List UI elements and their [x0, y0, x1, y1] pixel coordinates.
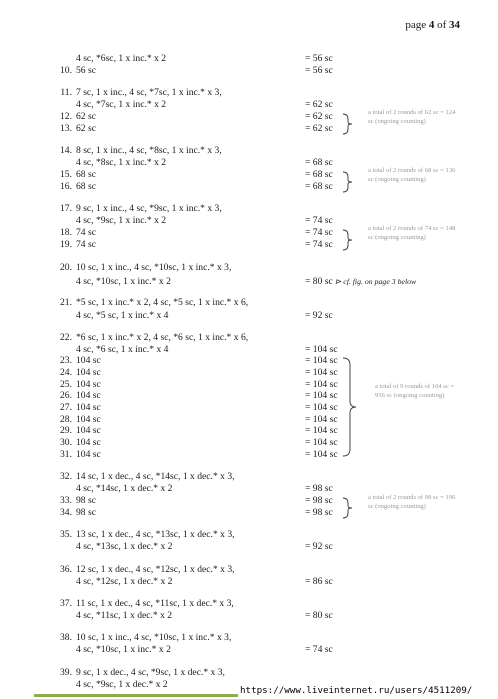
footer-rule	[34, 694, 238, 697]
round-total-note: a total of 2 rounds of 62 sc = 124 sc (ongoing counting)	[368, 109, 456, 125]
brace-74	[342, 229, 362, 251]
round-total-note: a total of 2 rounds of 74 sc = 148 sc (ongoing counting)	[368, 225, 456, 241]
page-number: page 4 of 34	[405, 19, 460, 31]
brace-104	[342, 357, 366, 457]
cross-reference: ⊳ cf. fig. on page 3 below	[332, 277, 417, 286]
brace-98	[342, 497, 362, 519]
watermark-url: https://www.liveinternet.ru/users/4511209/	[240, 685, 473, 696]
brace-68	[342, 171, 362, 193]
round-total-note: a total of 2 rounds of 68 sc = 136 sc (ongoing counting)	[368, 167, 456, 183]
round-total-note: a total of 2 rounds of 98 sc = 196 sc (ongoing counting)	[368, 494, 456, 510]
total-pages: 34	[449, 19, 460, 31]
current-page: 4	[428, 19, 435, 31]
round-total-note: a total of 9 rounds of 104 sc = 936 sc (ongoing counting)	[375, 383, 455, 399]
brace-62	[342, 113, 362, 135]
